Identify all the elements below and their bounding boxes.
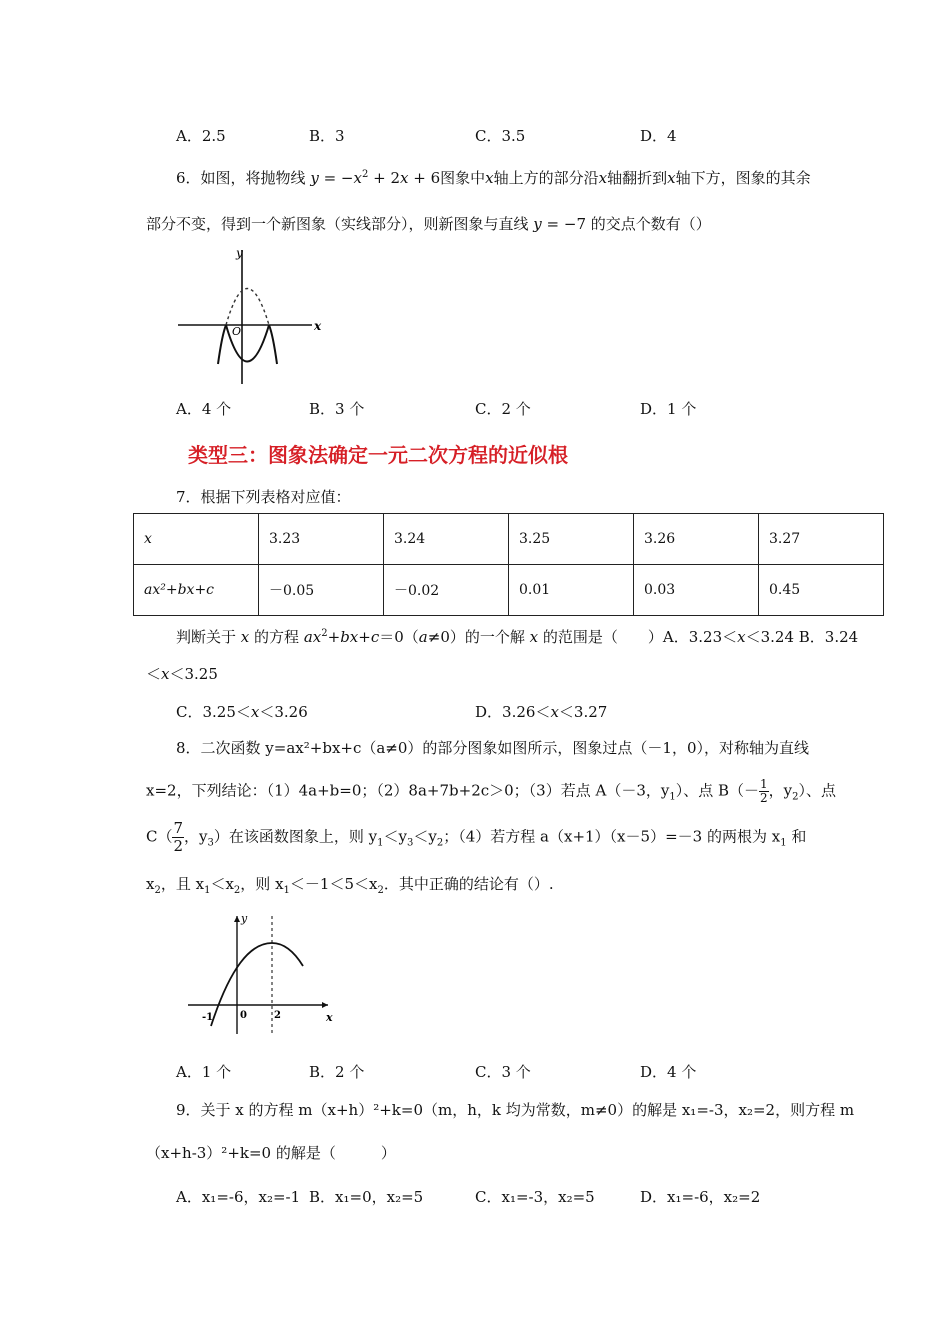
q9-option-a: A．x₁=-6，x₂=-1 [176,1188,301,1206]
table-row [134,514,884,565]
q8-x-arrow [322,1002,328,1008]
q5-option-d: D．4 [640,127,677,145]
q8-option-a: A．1 个 [176,1063,232,1081]
table-cell: －0.02 [384,565,509,616]
table-cell: 3.27 [759,514,884,565]
q6-origin-label: O [232,325,242,338]
q6-option-c: C．2 个 [475,400,531,418]
q5-option-b: B．3 [309,127,345,145]
q6-right-branch [269,325,277,364]
q6-option-d: D．1 个 [640,400,697,418]
q8-graph [180,908,340,1038]
table-cell: 3.25 [509,514,634,565]
q8-parabola [211,943,303,1026]
q7-intro: 7．根据下列表格对应值： [176,488,351,506]
table-cell: －0.05 [259,565,384,616]
q8-option-d: D．4 个 [640,1063,697,1081]
q6-option-a: A．4 个 [176,400,232,418]
q7-question-line2: ＜x＜3.25 [146,665,218,683]
fraction-seven-half: $\frac{7}{2}$ [173,819,184,855]
q8-y-label: y [241,912,248,925]
table-row [134,565,884,616]
q9-line1: 9．关于 x 的方程 m（x+h）²+k=0（m，h，k 均为常数，m≠0）的解是 x₁=-3，x₂=2，则方程 m [176,1101,855,1119]
q6-x-label: x [314,319,322,333]
q5-option-a: A．2.5 [176,127,226,145]
q8-line4: $x_2$，且 $x_1<x_2$，则 $x_1<-1<5<x_2$．其中正确的结论有（）. [146,875,554,896]
q8-line3: C（ $\frac{7}{2}$ ，$y_3$）在该函数图象上，则 $y_1<y_3<y_2$；（4）若方程 a（x+1）（x－5）=－3 的两根为 $x_1$ 和 [146,819,807,855]
q8-option-b: B．2 个 [309,1063,365,1081]
q8-zero-label: 0 [240,1010,247,1021]
q6-line2: 部分不变，得到一个新图象（实线部分），则新图象与直线 y = −7 的交点个数有（） [146,215,711,233]
q8-line2: x=2，下列结论：（1）4a+b=0；（2）8a+7b+2c＞0；（3）若点 A（－3，$y_1$）、点 B（－ $\frac{1}{2}$ ，$y_2$）、点 [146,777,837,805]
q9-option-c: C．x₁=-3，x₂=5 [475,1188,595,1206]
q6-y-label: y [236,246,243,260]
section-title: 类型三：图象法确定一元二次方程的近似根 [188,443,568,467]
q9-option-b: B．x₁=0，x₂=5 [309,1188,424,1206]
q7-option-d: D．3.26＜x＜3.27 [475,703,608,721]
table-cell: x [134,514,259,565]
q6-dashed-parabola [226,289,269,326]
fraction-one-half: $\frac{1}{2}$ [760,777,768,805]
table-cell: 3.24 [384,514,509,565]
q7-value-table [133,513,884,616]
q6-graph [170,240,330,390]
q9-line2: （x+h-3）²+k=0 的解是（ ） [146,1144,396,1162]
q8-option-c: C．3 个 [475,1063,531,1081]
q7-option-c: C．3.25＜x＜3.26 [176,703,308,721]
q9-option-d: D．x₁=-6，x₂=2 [640,1188,761,1206]
q5-option-c: C．3.5 [475,127,526,145]
q8-x-label: x [326,1011,333,1024]
q8-neg-one-label: -1 [202,1012,214,1023]
q6-left-branch [218,325,226,364]
table-cell: 3.26 [634,514,759,565]
q8-line1: 8．二次函数 y=ax²+bx+c（a≠0）的部分图象如图所示，图象过点（－1，0），对称轴为直线 [176,739,810,757]
q8-two-label: 2 [274,1010,281,1021]
table-cell: 0.01 [509,565,634,616]
table-cell: 0.03 [634,565,759,616]
q7-question-line1: 判断关于 x 的方程 $ax^2+bx+c=0(a\ne 0)$的一个解 x 的范围是（ ）A．3.23＜x＜3.24 B．3.24 [176,628,859,646]
q6-line1: 6．如图，将抛物线 $y = -x^2 + 2x + 6$图象中x轴上方的部分沿x轴翻折到x轴下方，图象的其余 [176,169,811,187]
table-cell: 3.23 [259,514,384,565]
q6-option-b: B．3 个 [309,400,365,418]
table-cell: ax²+bx+c [134,565,259,616]
table-cell: 0.45 [759,565,884,616]
q8-y-arrow [234,916,240,922]
